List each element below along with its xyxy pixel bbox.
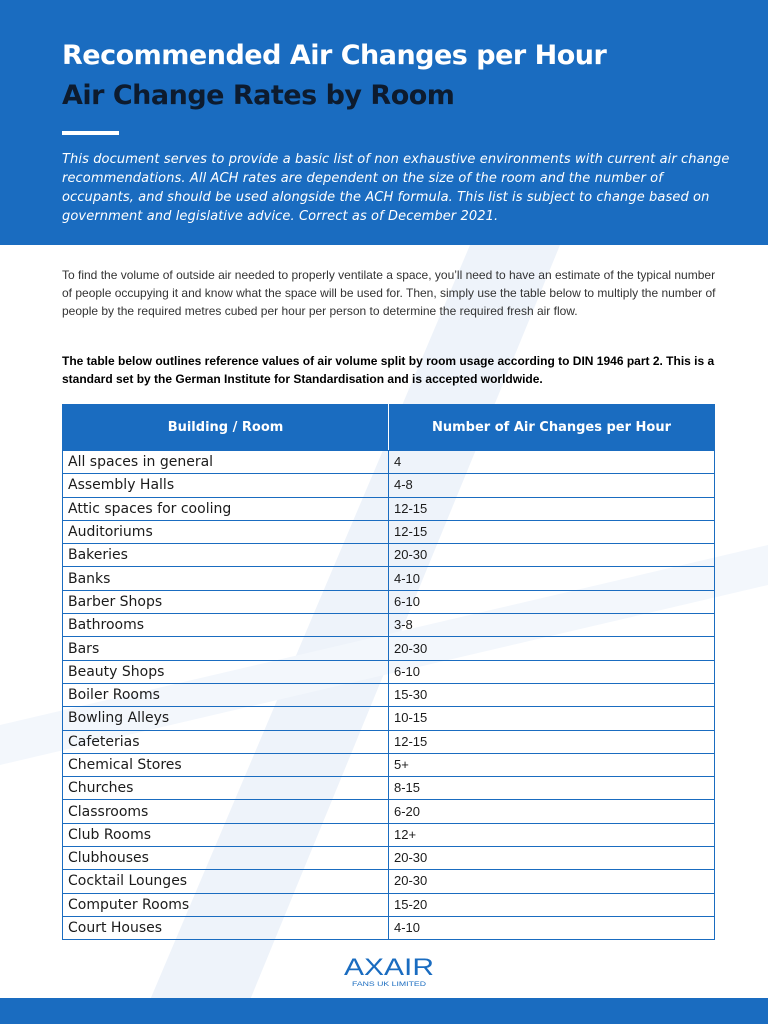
table-row xyxy=(63,497,715,520)
ach-value: 20-30 xyxy=(389,637,715,660)
table-row xyxy=(63,730,715,753)
ach-value: 20-30 xyxy=(389,870,715,893)
footer-bar xyxy=(0,998,768,1024)
ach-table xyxy=(62,404,715,940)
ach-value: 4-10 xyxy=(389,916,715,939)
table-row xyxy=(63,870,715,893)
ach-value: 15-30 xyxy=(389,683,715,706)
table-row xyxy=(63,847,715,870)
table-row xyxy=(63,777,715,800)
ach-value: 6-10 xyxy=(389,590,715,613)
header-banner xyxy=(0,0,768,245)
body-paragraph: To find the volume of outside air needed to properly ventilate a space, you’ll need to have an estimate of the typical number of people occupying it and know what the space will be used for. Then, simply use the table below to multiply the number of people by the required metres cubed per hour per person to determine the required fresh air flow. xyxy=(62,268,716,318)
table-row xyxy=(63,637,715,660)
ach-value: 6-20 xyxy=(389,800,715,823)
ach-value: 4 xyxy=(389,451,715,474)
ach-value: 12-15 xyxy=(389,520,715,543)
page-subtitle: Air Change Rates by Room xyxy=(62,80,455,111)
ach-value: 4-8 xyxy=(389,474,715,497)
table-row xyxy=(63,916,715,939)
ach-value: 12-15 xyxy=(389,497,715,520)
room-name: Boiler Rooms xyxy=(63,683,389,706)
room-name: Bathrooms xyxy=(63,614,389,637)
intro-text: This document serves to provide a basic list of non exhaustive environments with current air change recommendations. All ACH rates are dependent on the size of the room and the number of occupants, and should be used alongside the ACH formula. This list is subject to change based on government and legislative advice. Correct as of December 2021. xyxy=(62,152,730,224)
table-row xyxy=(63,823,715,846)
column-header-room: Building / Room xyxy=(63,405,389,451)
table-row xyxy=(63,590,715,613)
title-divider xyxy=(62,131,119,135)
ach-value: 10-15 xyxy=(389,707,715,730)
table-row xyxy=(63,800,715,823)
ach-value: 15-20 xyxy=(389,893,715,916)
logo-tagline: FANS UK LIMITED xyxy=(352,981,427,988)
table-row xyxy=(63,893,715,916)
room-name: Club Rooms xyxy=(63,823,389,846)
room-name: Chemical Stores xyxy=(63,753,389,776)
axair-logo xyxy=(334,950,444,990)
ach-value: 4-10 xyxy=(389,567,715,590)
column-header-ach: Number of Air Changes per Hour xyxy=(389,405,715,451)
page-title: Recommended Air Changes per Hour xyxy=(62,40,607,71)
ach-value: 20-30 xyxy=(389,544,715,567)
table-row xyxy=(63,474,715,497)
table-row xyxy=(63,544,715,567)
room-name: Computer Rooms xyxy=(63,893,389,916)
table-row xyxy=(63,707,715,730)
ach-value: 6-10 xyxy=(389,660,715,683)
room-name: Court Houses xyxy=(63,916,389,939)
room-name: Bowling Alleys xyxy=(63,707,389,730)
room-name: Assembly Halls xyxy=(63,474,389,497)
room-name: Beauty Shops xyxy=(63,660,389,683)
table-row xyxy=(63,660,715,683)
table-row xyxy=(63,683,715,706)
room-name: Bakeries xyxy=(63,544,389,567)
table-row xyxy=(63,753,715,776)
ach-table-container xyxy=(62,404,714,940)
room-name: Banks xyxy=(63,567,389,590)
table-row xyxy=(63,451,715,474)
room-name: Clubhouses xyxy=(63,847,389,870)
logo-wordmark: AXAIR xyxy=(344,954,434,981)
table-row xyxy=(63,567,715,590)
ach-value: 3-8 xyxy=(389,614,715,637)
room-name: Churches xyxy=(63,777,389,800)
ach-value: 8-15 xyxy=(389,777,715,800)
table-note: The table below outlines reference values of air volume split by room usage according to DIN 1946 part 2. This is a standard set by the German Institute for Standardisation and is accepted worldwide. xyxy=(62,354,715,386)
ach-value: 12+ xyxy=(389,823,715,846)
ach-value: 20-30 xyxy=(389,847,715,870)
room-name: Classrooms xyxy=(63,800,389,823)
room-name: Barber Shops xyxy=(63,590,389,613)
ach-value: 12-15 xyxy=(389,730,715,753)
room-name: All spaces in general xyxy=(63,451,389,474)
table-header-row xyxy=(63,405,715,451)
room-name: Auditoriums xyxy=(63,520,389,543)
room-name: Cocktail Lounges xyxy=(63,870,389,893)
table-row xyxy=(63,614,715,637)
room-name: Attic spaces for cooling xyxy=(63,497,389,520)
room-name: Bars xyxy=(63,637,389,660)
room-name: Cafeterias xyxy=(63,730,389,753)
table-row xyxy=(63,520,715,543)
ach-value: 5+ xyxy=(389,753,715,776)
